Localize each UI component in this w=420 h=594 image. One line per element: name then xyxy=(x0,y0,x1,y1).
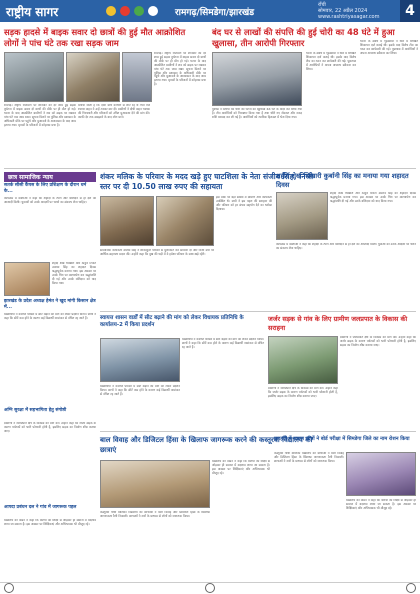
training-text: कार्यक्रम में वक्ताओं ने कहा कि शहीदों के त्याग और बलिदान से ही देश को आजादी मिली। युवाओं को उनके आदर्शों पर चलने का संकल्प लेना चाहिए। xyxy=(4,197,96,204)
help-photo-1 xyxy=(100,196,154,246)
headline-road-accident: सड़क हादसे में बाइक सवार दो छात्रों की हुई मौत आक्रोशित लोगों ने पांच घंटे तक रखा सड़क जाम xyxy=(4,27,186,48)
headline-college-protest: स्वायत्त शासन वार्डों में सीट बढ़ाने की मांग को लेकर विधायक प्रतिनिधि के कार्यालय-2 में किया प्रदर्शन xyxy=(100,315,244,328)
headline-training: सतर्क सीसी कैंपस के लिए प्रशिक्षण के दौरान धर्म के... xyxy=(4,183,87,194)
left-col-text-2: विद्यार्थियों ने कॉलेज परिसर में सीट बढ़ाने की मांग को लेकर प्रदर्शन किया। छात्रों ने कहा कि सीटें कम होने के कारण कई विद्यार्थी नामांकन से वंचित रह जाते हैं। xyxy=(4,313,96,320)
edition-city: राँची xyxy=(318,2,326,8)
help-photo-2 xyxy=(156,196,214,246)
edition-date: सोमवार, 22 अप्रैल 2024 xyxy=(318,8,368,14)
left-col-text-4: विद्यालय की वार्डन ने कहा कि बेटियों को शिक्षा से जोड़कर ही समाज में बदलाव लाया जा सकता है। इस अवसर पर शिक्षिकाएं और अभिभावक भी मौजूद रहे। xyxy=(4,519,96,526)
results-text-col1: कस्तूरबा गांधी बालिका विद्यालय की छात्राओं ने बाल विवाह और डिजिटल हिंसा के खिलाफ जागरूकता रैली निकाली। छात्राओं ने नारों के माध्यम से लोगों को जागरूक किया। xyxy=(274,452,344,463)
arrest-photo xyxy=(212,52,302,106)
registration-mark-center xyxy=(205,583,215,593)
section-divider-3 xyxy=(100,431,416,432)
section-divider-2 xyxy=(100,311,416,312)
headline-martyr-day: शहीद शेख भिखारी कुर्बानी सिंह का मनाया गया शहादत दिवस xyxy=(276,172,409,189)
headline-waterfall: जर्जर सड़क से गांव के लिए ग्रामीण जलप्रपात के विकास की सराहना xyxy=(268,315,408,332)
rally-text-col1: कस्तूरबा गांधी बालिका विद्यालय की छात्राओं ने बाल विवाह और डिजिटल हिंसा के खिलाफ जागरूकता रैली निकाली। छात्राओं ने नारों के माध्यम से लोगों को जागरूक किया। xyxy=(100,511,210,518)
martyr-text-col2: कार्यक्रम में वक्ताओं ने कहा कि शहीदों के त्याग और बलिदान से ही देश को आजादी मिली। युवाओं को उनके आदर्शों पर चलने का संकल्प लेना चाहिए। xyxy=(276,243,416,250)
theft-text-col2: घटना के संबंध में गृहस्वामी ने थाने में लिखित शिकायत दर्ज कराई थी। इसके बाद विशेष टीम का गठन कर छापेमारी की गई। पूछताछ में आरोपियों ने अपना अपराध स्वीकार कर लिया। xyxy=(306,52,356,71)
masthead xyxy=(0,0,420,22)
region-title: रामगढ़/सिमडेगा/झारखंड xyxy=(175,8,255,18)
rally-photo xyxy=(100,460,210,508)
waterfall-text-col1: ग्रामीणों ने जलप्रपात क्षेत्र के विकास की मांग की। उन्होंने कहा कि जर्जर सड़क के कारण पर्यटकों को भारी परेशानी होती है, इसलिए सड़क का निर्माण शीघ्र कराया जाए। xyxy=(268,387,338,398)
students-photo xyxy=(346,452,416,496)
help-text-col1: सामाजिक कार्यकर्ता संजीव सिंह ने शोकाकुल परिवार से मुलाकात कर सांत्वना दी और निजी स्तर पर आर्थिक सहायता प्रदान की। उन्होंने कहा कि दुख की घड़ी में वे हमेशा परिवार के साथ खड़े रहेंगे। xyxy=(100,249,214,256)
color-dots-decoration xyxy=(104,4,160,18)
tribute-photo xyxy=(276,192,328,240)
dot-red xyxy=(120,6,130,16)
accident-photo xyxy=(4,52,64,102)
dot-white xyxy=(148,6,158,16)
victim-photo xyxy=(122,52,152,102)
left-col-text-3: ग्रामीणों ने जलप्रपात क्षेत्र के विकास की मांग की। उन्होंने कहा कि जर्जर सड़क के कारण पर्यटकों को भारी परेशानी होती है, इसलिए सड़क का निर्माण शीघ्र कराया जाए। xyxy=(4,422,96,433)
waterfall-text-col2: ग्रामीणों ने जलप्रपात क्षेत्र के विकास की मांग की। उन्होंने कहा कि जर्जर सड़क के कारण पर्यटकों को भारी परेशानी होती है, इसलिए सड़क का निर्माण शीघ्र कराया जाए। xyxy=(340,336,416,347)
dot-green xyxy=(134,6,144,16)
headline-fire-safety: अग्नि सुरक्षा में सहभागिता हेतु संगोष्ठी xyxy=(4,408,67,413)
portrait-photo xyxy=(4,262,50,296)
portrait-side-text: शहीद शेख भिखारी और ठाकुर टिकैत उमराव सिंह का शहादत दिवस श्रद्धापूर्वक मनाया गया। इस अवसर पर उनके चित्र पर माल्यार्पण कर श्रद्धांजलि दी गई और उनके बलिदान को याद किया गया। xyxy=(52,262,96,285)
registration-mark-left xyxy=(4,583,14,593)
rally-text-col2: विद्यालय की वार्डन ने कहा कि बेटियों को शिक्षा से जोड़कर ही समाज में बदलाव लाया जा सकता है। इस अवसर पर शिक्षिकाएं और अभिभावक भी मौजूद रहे। xyxy=(212,460,270,475)
section-label: छात्र सामाजिक न्याय xyxy=(4,172,96,182)
section-divider xyxy=(4,168,416,169)
accident-text-col2: बताया जाता है कि दोनों छात्र कोचिंग से लौट रहे थे तभी तेज रफ्तार वाहन ने उन्हें टक्कर मार दी। ग्रामीणों ने दोषी वाहन चालक की गिरफ्तारी और परिजनों को उचित मुआवजा देने की मांग की। काफी देर तक समझाने के बाद लोग माने। xyxy=(78,104,150,119)
headline-help-family: शंकर मलिक के परिवार के मदद खड़े हुए घाटशिला के नेता संजीव सिंह, निजी स्तर पर दी 10.50 लाख रुपए की सहायता xyxy=(100,172,314,191)
right-column-text: घटना के संबंध में गृहस्वामी ने थाने में लिखित शिकायत दर्ज कराई थी। इसके बाद विशेष टीम का गठन कर छापेमारी की गई। पूछताछ में आरोपियों ने अपना अपराध स्वीकार कर लिया। xyxy=(360,40,418,55)
theft-text-col1: पुलिस ने बताया कि चोरी की घटना का खुलासा 48 घंटे के अंदर कर लिया गया है। तीन आरोपियों को गिरफ्तार किया गया है तथा चोरी गए जेवरात और नकद राशि बरामद कर ली गई है। आरोपियों को न्यायिक हिरासत में भेज दिया गया। xyxy=(212,108,302,119)
waterfall-photo xyxy=(268,336,338,384)
edition-website: www.rashtriyasagar.com xyxy=(318,14,380,20)
help-text-col2: इस मौके पर बड़ी संख्या में ग्रामीण और कार्यकर्ता उपस्थित थे। सभी ने इस पहल की सराहना की और परिवार को हर संभव सहयोग देने का भरोसा दिलाया। xyxy=(216,196,272,211)
headline-theft-case: बंद घर से लाखों की संपत्ति की हुई चोरी का 48 घंटे में हुआ खुलासा, तीन आरोपी गिरफ्तार xyxy=(212,27,395,48)
headline-board-results: बारहवीं में सफल छात्रों ने बोर्ड परीक्षा में सिमडेगा जिले का नाम रोशन किया xyxy=(274,436,410,442)
results-text-col2: विद्यालय की वार्डन ने कहा कि बेटियों को शिक्षा से जोड़कर ही समाज में बदलाव लाया जा सकता है। इस अवसर पर शिक्षिकाएं और अभिभावक भी मौजूद रहे। xyxy=(346,499,416,510)
protest-photo xyxy=(100,338,180,382)
accident-text-col1: रामगढ़। राष्ट्रीय राजमार्ग पर शनिवार की देर शाम हुई सड़क दुर्घटना में बाइक सवार दो छात्रों की मौके पर ही मौत हो गई। घटना के बाद आक्रोशित ग्रामीणों ने शव को सड़क पर रखकर पांच घंटे तक जाम रखा। सूचना मिलने पर पुलिस और प्रशासन के अधिकारी मौके पर पहुंचे और मुआवजे के आश्वासन के बाद जाम हटाया गया। मृतकों के परिजनों में कोहराम मचा है। xyxy=(4,104,76,127)
registration-mark-right xyxy=(406,583,416,593)
accident-text-col3: रामगढ़। राष्ट्रीय राजमार्ग पर शनिवार की देर शाम हुई सड़क दुर्घटना में बाइक सवार दो छात्रों की मौके पर ही मौत हो गई। घटना के बाद आक्रोशित ग्रामीणों ने शव को सड़क पर रखकर पांच घंटे तक जाम रखा। सूचना मिलने पर पुलिस और प्रशासन के अधिकारी मौके पर पहुंचे और मुआवजे के आश्वासन के बाद जाम हटाया गया। मृतकों के परिजनों में कोहराम मचा है। xyxy=(154,52,206,87)
edition-info xyxy=(318,2,380,20)
protest-text-col2: विद्यार्थियों ने कॉलेज परिसर में सीट बढ़ाने की मांग को लेकर प्रदर्शन किया। छात्रों ने कहा कि सीटें कम होने के कारण कई विद्यार्थी नामांकन से वंचित रह जाते हैं। xyxy=(182,338,264,349)
headline-student: झारखंड के प्रदेश अध्यक्ष हेमंत ने खुद मांगी किसान क्षेत्र में... xyxy=(4,299,96,310)
martyr-text-col1: शहीद शेख भिखारी और ठाकुर टिकैत उमराव सिंह का शहादत दिवस श्रद्धापूर्वक मनाया गया। इस अवसर पर उनके चित्र पर माल्यार्पण कर श्रद्धांजलि दी गई और उनके बलिदान को याद किया गया। xyxy=(330,192,416,203)
headline-child-marriage: बाल विवाह और डिजिटल हिंसा के खिलाफ जागरूक करने की कस्तूरबा विद्यालय की छात्राएं xyxy=(100,436,313,454)
crowd-photo xyxy=(66,52,120,102)
newspaper-logo: राष्ट्रीय सागर xyxy=(6,5,59,19)
page-number: 4 xyxy=(400,0,420,22)
dot-yellow xyxy=(106,6,116,16)
protest-text-col1: विद्यार्थियों ने कॉलेज परिसर में सीट बढ़ाने की मांग को लेकर प्रदर्शन किया। छात्रों ने कहा कि सीटें कम होने के कारण कई विद्यार्थी नामांकन से वंचित रह जाते हैं। xyxy=(100,385,180,396)
headline-disaster-team: आपदा प्रबंधन दल ने गांव में जागरूक पहल xyxy=(4,505,77,510)
